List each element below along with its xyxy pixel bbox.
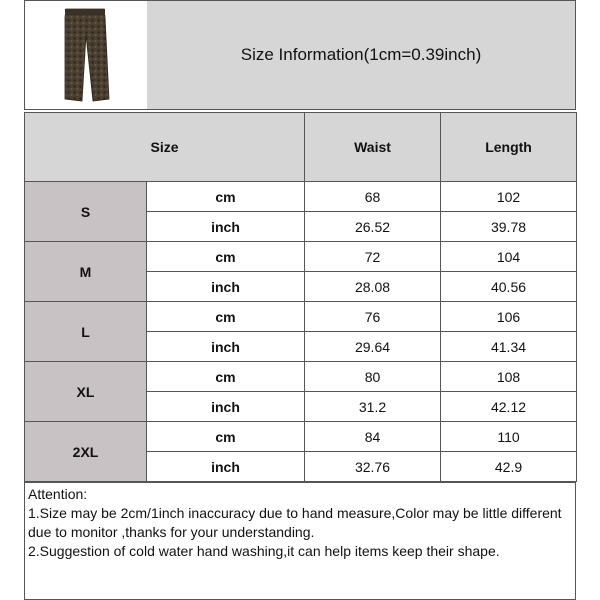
attention-heading: Attention: bbox=[28, 486, 88, 502]
table-row bbox=[25, 182, 577, 212]
waist-cm: 84 bbox=[305, 422, 441, 452]
unit-cm: cm bbox=[147, 362, 305, 392]
table-row bbox=[25, 242, 577, 272]
waist-cm: 68 bbox=[305, 182, 441, 212]
size-label-s: S bbox=[25, 182, 147, 242]
waist-inch: 28.08 bbox=[305, 272, 441, 302]
length-inch: 40.56 bbox=[441, 272, 577, 302]
waist-inch: 31.2 bbox=[305, 392, 441, 422]
page-title: Size Information(1cm=0.39inch) bbox=[147, 1, 575, 109]
waist-inch: 29.64 bbox=[305, 332, 441, 362]
pants-photo-icon bbox=[25, 1, 148, 109]
unit-cm: cm bbox=[147, 302, 305, 332]
length-inch: 41.34 bbox=[441, 332, 577, 362]
size-label-l: L bbox=[25, 302, 147, 362]
length-cm: 110 bbox=[441, 422, 577, 452]
attention-note-1: 1.Size may be 2cm/1inch inaccuracy due to hand measure,Color may be little different due to monitor ,thanks for your understanding. bbox=[28, 505, 562, 540]
table-header-row bbox=[25, 113, 577, 182]
waist-inch: 26.52 bbox=[305, 212, 441, 242]
unit-inch: inch bbox=[147, 212, 305, 242]
waist-column-header: Waist bbox=[305, 113, 441, 182]
length-cm: 102 bbox=[441, 182, 577, 212]
length-cm: 106 bbox=[441, 302, 577, 332]
attention-notes bbox=[24, 482, 576, 600]
unit-cm: cm bbox=[147, 182, 305, 212]
unit-inch: inch bbox=[147, 332, 305, 362]
length-column-header: Length bbox=[441, 113, 577, 182]
size-chart bbox=[24, 0, 576, 600]
waist-inch: 32.76 bbox=[305, 452, 441, 482]
unit-inch: inch bbox=[147, 272, 305, 302]
unit-inch: inch bbox=[147, 452, 305, 482]
size-label-m: M bbox=[25, 242, 147, 302]
size-column-header: Size bbox=[25, 113, 305, 182]
size-label-xl: XL bbox=[25, 362, 147, 422]
size-label-2xl: 2XL bbox=[25, 422, 147, 482]
length-cm: 104 bbox=[441, 242, 577, 272]
length-inch: 42.12 bbox=[441, 392, 577, 422]
chart-header bbox=[24, 0, 576, 110]
unit-cm: cm bbox=[147, 422, 305, 452]
attention-note-2: 2.Suggestion of cold water hand washing,it can help items keep their shape. bbox=[28, 543, 500, 559]
length-inch: 42.9 bbox=[441, 452, 577, 482]
waist-cm: 72 bbox=[305, 242, 441, 272]
length-inch: 39.78 bbox=[441, 212, 577, 242]
waist-cm: 76 bbox=[305, 302, 441, 332]
length-cm: 108 bbox=[441, 362, 577, 392]
waist-cm: 80 bbox=[305, 362, 441, 392]
table-row bbox=[25, 422, 577, 452]
table-row bbox=[25, 302, 577, 332]
table-row bbox=[25, 362, 577, 392]
size-table bbox=[24, 112, 577, 482]
unit-cm: cm bbox=[147, 242, 305, 272]
unit-inch: inch bbox=[147, 392, 305, 422]
